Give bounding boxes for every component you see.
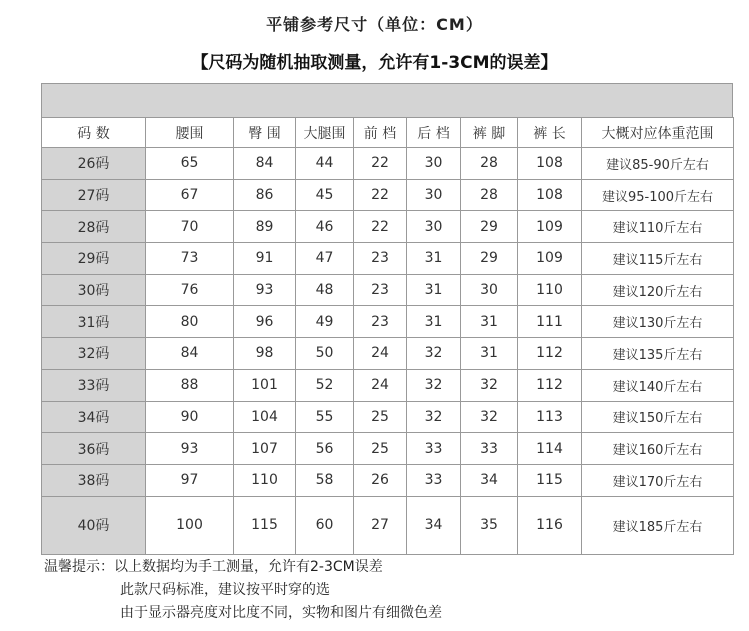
measure-cell: 93 bbox=[234, 274, 296, 306]
measure-cell: 58 bbox=[296, 464, 354, 496]
measure-cell: 33 bbox=[407, 433, 461, 465]
table-row bbox=[42, 338, 734, 370]
table-header-band bbox=[41, 83, 733, 118]
size-cell: 28码 bbox=[42, 211, 146, 243]
tip-line-1: 温馨提示：以上数据均为手工测量，允许有2-3CM误差 bbox=[44, 559, 383, 575]
table-row bbox=[42, 148, 734, 180]
weight-cell: 建议170斤左右 bbox=[582, 464, 734, 496]
measure-cell: 32 bbox=[461, 369, 518, 401]
weight-cell: 建议140斤左右 bbox=[582, 369, 734, 401]
measure-cell: 90 bbox=[146, 401, 234, 433]
measure-cell: 23 bbox=[354, 243, 407, 275]
measure-cell: 29 bbox=[461, 243, 518, 275]
table-row bbox=[42, 274, 734, 306]
measure-cell: 31 bbox=[461, 306, 518, 338]
measure-cell: 27 bbox=[354, 496, 407, 554]
table-row bbox=[42, 401, 734, 433]
table-row bbox=[42, 211, 734, 243]
size-cell: 38码 bbox=[42, 464, 146, 496]
weight-cell: 建议120斤左右 bbox=[582, 274, 734, 306]
measure-cell: 31 bbox=[407, 243, 461, 275]
measure-cell: 25 bbox=[354, 401, 407, 433]
size-cell: 30码 bbox=[42, 274, 146, 306]
measure-cell: 60 bbox=[296, 496, 354, 554]
header-row bbox=[42, 118, 734, 148]
size-cell: 26码 bbox=[42, 148, 146, 180]
weight-cell: 建议95-100斤左右 bbox=[582, 179, 734, 211]
measure-cell: 28 bbox=[461, 148, 518, 180]
column-header: 后 档 bbox=[407, 118, 461, 148]
column-header: 裤 脚 bbox=[461, 118, 518, 148]
measure-cell: 22 bbox=[354, 148, 407, 180]
size-cell: 40码 bbox=[42, 496, 146, 554]
column-header: 臀 围 bbox=[234, 118, 296, 148]
measure-cell: 56 bbox=[296, 433, 354, 465]
measure-cell: 93 bbox=[146, 433, 234, 465]
measure-cell: 48 bbox=[296, 274, 354, 306]
weight-cell: 建议160斤左右 bbox=[582, 433, 734, 465]
size-cell: 27码 bbox=[42, 179, 146, 211]
measure-cell: 70 bbox=[146, 211, 234, 243]
measure-cell: 31 bbox=[407, 274, 461, 306]
measure-cell: 24 bbox=[354, 338, 407, 370]
measure-cell: 98 bbox=[234, 338, 296, 370]
measure-cell: 33 bbox=[461, 433, 518, 465]
table-body bbox=[42, 148, 734, 555]
weight-cell: 建议115斤左右 bbox=[582, 243, 734, 275]
measure-cell: 76 bbox=[146, 274, 234, 306]
measure-cell: 23 bbox=[354, 274, 407, 306]
measure-cell: 91 bbox=[234, 243, 296, 275]
measure-cell: 22 bbox=[354, 179, 407, 211]
measure-cell: 108 bbox=[518, 148, 582, 180]
table-row bbox=[42, 464, 734, 496]
measure-cell: 89 bbox=[234, 211, 296, 243]
measurement-note: 【尺码为随机抽取测量，允许有1-3CM的误差】 bbox=[191, 53, 558, 73]
measure-cell: 31 bbox=[407, 306, 461, 338]
weight-cell: 建议135斤左右 bbox=[582, 338, 734, 370]
column-header: 码 数 bbox=[42, 118, 146, 148]
measure-cell: 109 bbox=[518, 211, 582, 243]
measure-cell: 50 bbox=[296, 338, 354, 370]
measure-cell: 107 bbox=[234, 433, 296, 465]
measure-cell: 26 bbox=[354, 464, 407, 496]
measure-cell: 55 bbox=[296, 401, 354, 433]
measure-cell: 112 bbox=[518, 338, 582, 370]
measure-cell: 49 bbox=[296, 306, 354, 338]
measure-cell: 32 bbox=[461, 401, 518, 433]
tips bbox=[44, 556, 442, 625]
measure-cell: 109 bbox=[518, 243, 582, 275]
table-row bbox=[42, 243, 734, 275]
measure-cell: 45 bbox=[296, 179, 354, 211]
table-row bbox=[42, 369, 734, 401]
measure-cell: 110 bbox=[518, 274, 582, 306]
measure-cell: 108 bbox=[518, 179, 582, 211]
measure-cell: 84 bbox=[146, 338, 234, 370]
measure-cell: 28 bbox=[461, 179, 518, 211]
size-table bbox=[41, 117, 734, 555]
table-row bbox=[42, 433, 734, 465]
measure-cell: 47 bbox=[296, 243, 354, 275]
weight-cell: 建议130斤左右 bbox=[582, 306, 734, 338]
column-header: 大腿围 bbox=[296, 118, 354, 148]
weight-cell: 建议85-90斤左右 bbox=[582, 148, 734, 180]
measure-cell: 22 bbox=[354, 211, 407, 243]
measure-cell: 34 bbox=[407, 496, 461, 554]
tip-line-2: 此款尺码标准，建议按平时穿的选 bbox=[120, 582, 330, 598]
measure-cell: 30 bbox=[407, 148, 461, 180]
measure-cell: 84 bbox=[234, 148, 296, 180]
measure-cell: 113 bbox=[518, 401, 582, 433]
measure-cell: 33 bbox=[407, 464, 461, 496]
measure-cell: 32 bbox=[407, 401, 461, 433]
measure-cell: 29 bbox=[461, 211, 518, 243]
measure-cell: 24 bbox=[354, 369, 407, 401]
column-header: 大概对应体重范围 bbox=[582, 118, 734, 148]
column-header: 前 档 bbox=[354, 118, 407, 148]
measure-cell: 32 bbox=[407, 338, 461, 370]
measure-cell: 35 bbox=[461, 496, 518, 554]
measure-cell: 110 bbox=[234, 464, 296, 496]
size-cell: 33码 bbox=[42, 369, 146, 401]
table-row bbox=[42, 179, 734, 211]
measure-cell: 111 bbox=[518, 306, 582, 338]
column-header: 裤 长 bbox=[518, 118, 582, 148]
measure-cell: 73 bbox=[146, 243, 234, 275]
size-cell: 34码 bbox=[42, 401, 146, 433]
measure-cell: 25 bbox=[354, 433, 407, 465]
measure-cell: 80 bbox=[146, 306, 234, 338]
measure-cell: 114 bbox=[518, 433, 582, 465]
measure-cell: 104 bbox=[234, 401, 296, 433]
measure-cell: 23 bbox=[354, 306, 407, 338]
size-cell: 36码 bbox=[42, 433, 146, 465]
measure-cell: 31 bbox=[461, 338, 518, 370]
size-cell: 29码 bbox=[42, 243, 146, 275]
table-row bbox=[42, 306, 734, 338]
measure-cell: 100 bbox=[146, 496, 234, 554]
measure-cell: 65 bbox=[146, 148, 234, 180]
measure-cell: 101 bbox=[234, 369, 296, 401]
measure-cell: 52 bbox=[296, 369, 354, 401]
measure-cell: 34 bbox=[461, 464, 518, 496]
weight-cell: 建议185斤左右 bbox=[582, 496, 734, 554]
measure-cell: 115 bbox=[518, 464, 582, 496]
measure-cell: 88 bbox=[146, 369, 234, 401]
measure-cell: 30 bbox=[461, 274, 518, 306]
weight-cell: 建议110斤左右 bbox=[582, 211, 734, 243]
size-cell: 31码 bbox=[42, 306, 146, 338]
table-row bbox=[42, 496, 734, 554]
tip-line-3: 由于显示器亮度对比度不同，实物和图片有细微色差 bbox=[120, 605, 442, 621]
size-cell: 32码 bbox=[42, 338, 146, 370]
measure-cell: 96 bbox=[234, 306, 296, 338]
measure-cell: 86 bbox=[234, 179, 296, 211]
measure-cell: 32 bbox=[407, 369, 461, 401]
measure-cell: 115 bbox=[234, 496, 296, 554]
measure-cell: 44 bbox=[296, 148, 354, 180]
measure-cell: 30 bbox=[407, 179, 461, 211]
weight-cell: 建议150斤左右 bbox=[582, 401, 734, 433]
measure-cell: 116 bbox=[518, 496, 582, 554]
page-title: 平铺参考尺寸（单位：CM） bbox=[266, 15, 483, 34]
column-header: 腰围 bbox=[146, 118, 234, 148]
measure-cell: 67 bbox=[146, 179, 234, 211]
measure-cell: 97 bbox=[146, 464, 234, 496]
measure-cell: 30 bbox=[407, 211, 461, 243]
measure-cell: 112 bbox=[518, 369, 582, 401]
measure-cell: 46 bbox=[296, 211, 354, 243]
